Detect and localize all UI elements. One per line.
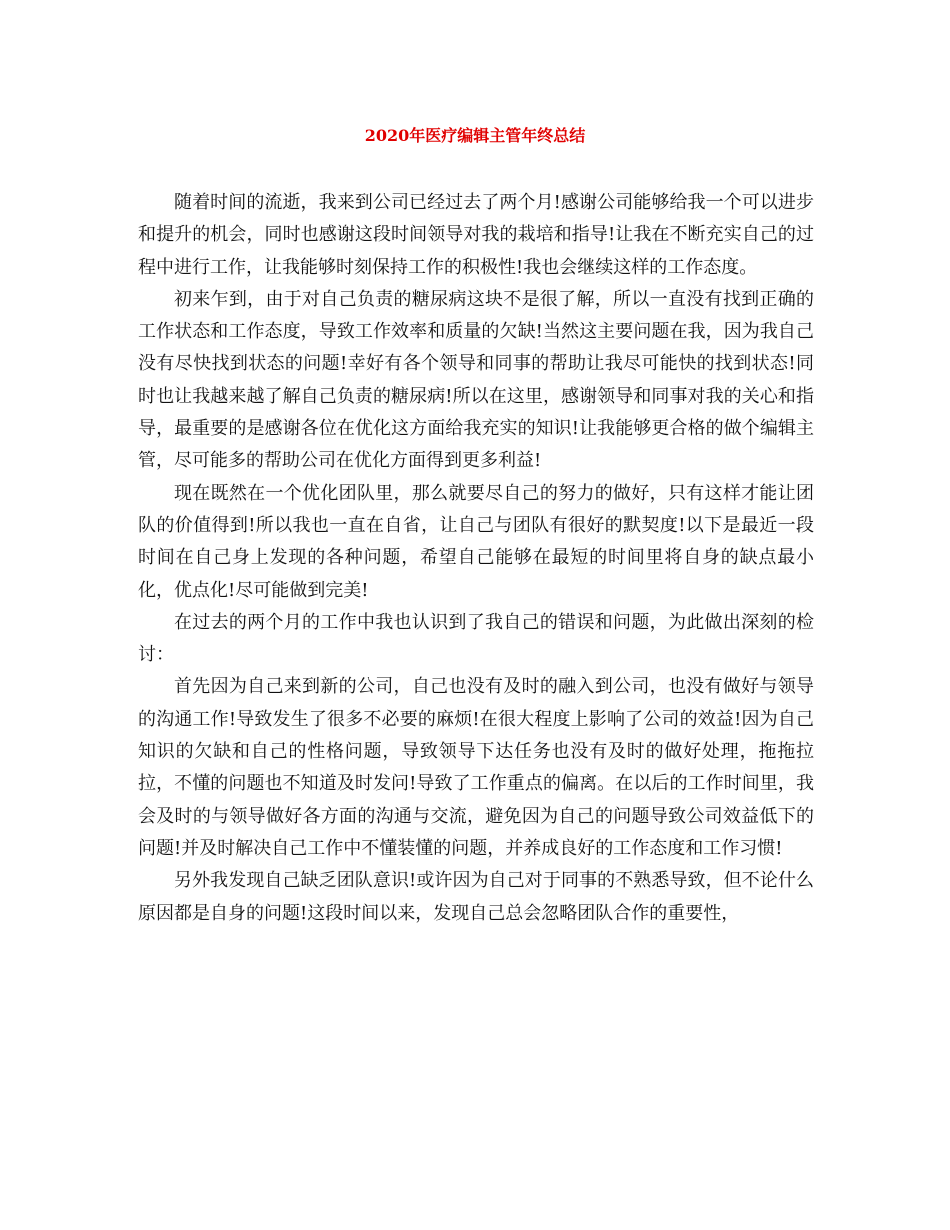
paragraph-4: 在过去的两个月的工作中我也认识到了我自己的错误和问题，为此做出深刻的检讨： [138,611,814,666]
paragraph-5: 首先因为自己来到新的公司，自己也没有及时的融入到公司，也没有做好与领导的沟通工作!导致发生了很多不必要的麻烦!在很大程度上影响了公司的效益!因为自己知识的欠缺和自己的性格问题，导致领导下达任务也没有及时的做好处理，拖拖拉拉，不懂的问题也不知道及时发问!导致了工作重点的偏离。在以后的工作时间里，我会及时的与领导做好各方面的沟通与交流，避免因为自己的问题导致公司效益低下的问题!并及时解决自己工作中不懂装懂的问题，并养成良好的工作态度和工作习惯! [138,676,814,859]
paragraph-6: 另外我发现自己缺乏团队意识!或许因为自己对于同事的不熟悉导致，但不论什么原因都是自身的问题!这段时间以来，发现自己总会忽略团队合作的重要性， [138,870,814,924]
document-body [138,187,814,930]
paragraph-2: 初来乍到，由于对自己负责的糖尿病这块不是很了解，所以一直没有找到正确的工作状态和工作态度，导致工作效率和质量的欠缺!当然这主要问题在我，因为我自己没有尽快找到状态的问题!幸好有各个领导和同事的帮助让我尽可能快的找到状态!同时也让我越来越了解自己负责的糖尿病!所以在这里，感谢领导和同事对我的关心和指导，最重要的是感谢各位在优化这方面给我充实的知识!让我能够更合格的做个编辑主管，尽可能多的帮助公司在优化方面得到更多利益! [138,288,814,472]
paragraph-1: 随着时间的流逝，我来到公司已经过去了两个月!感谢公司能够给我一个可以进步和提升的机会，同时也感谢这段时间领导对我的栽培和指导!让我在不断充实自己的过程中进行工作，让我能够时刻保持工作的积极性!我也会继续这样的工作态度。 [138,192,814,278]
paragraph-3: 现在既然在一个优化团队里，那么就要尽自己的努力的做好，只有这样才能让团队的价值得到!所以我也一直在自省，让自己与团队有很好的默契度!以下是最近一段时间在自己身上发现的各种问题，希望自己能够在最短的时间里将自身的缺点最小化，优点化!尽可能做到完美! [138,482,814,601]
document-title: 2020年医疗编辑主管年终总结 [364,126,586,145]
